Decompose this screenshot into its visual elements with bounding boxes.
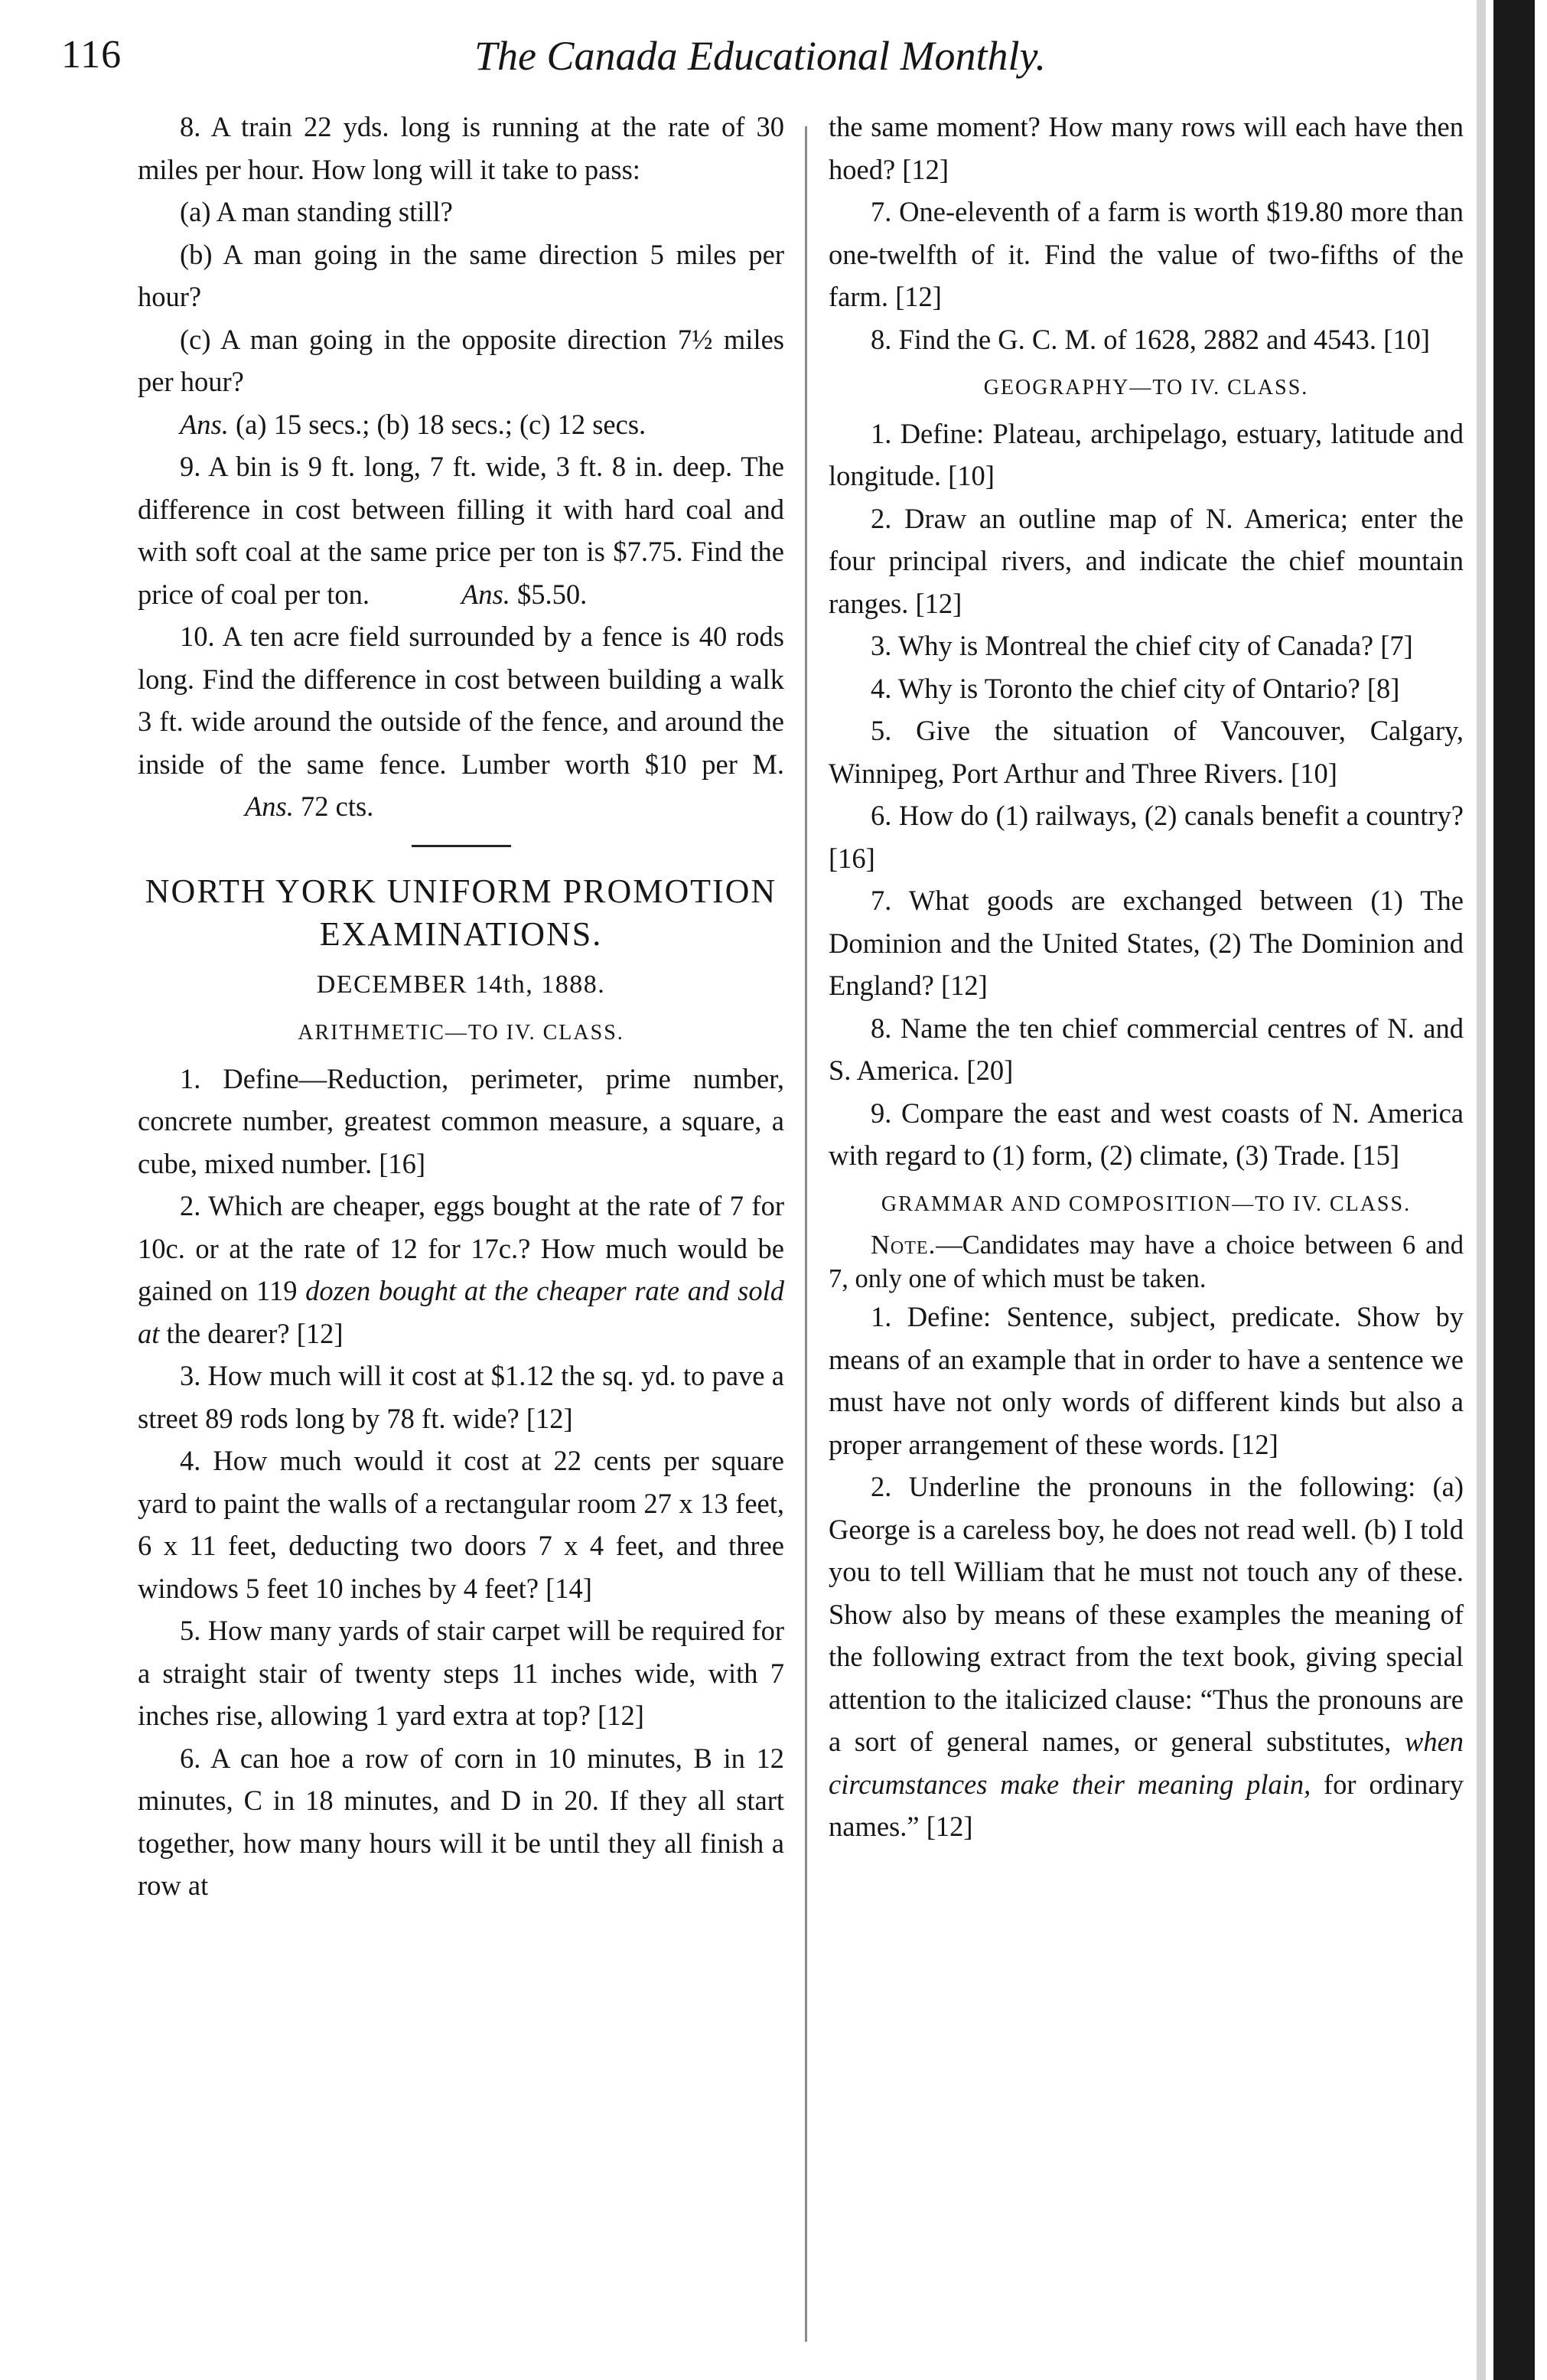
grammar-q2: [829, 1465, 1464, 1848]
question-8-part-b: (b) A man going in the same direction 5 miles per hour?: [138, 238, 784, 312]
question-8-answer: [138, 403, 784, 446]
answer-text: 72 cts.: [301, 791, 374, 822]
running-title: The Canada Educational Monthly.: [474, 33, 1046, 79]
grammar-q2-italic: when circumstances make their meaning plain,: [829, 1726, 1464, 1800]
arithmetic-q5: 5. How many yards of stair carpet will be required for a straight stair of twenty steps 11 inches wide, with 7 inches rise, allowing 1 yard extra at top? [12]: [138, 1615, 784, 1731]
arithmetic-q1: 1. Define—Reduction, perimeter, prime number, concrete number, greatest common measure, a square, a cube, mixed number. [16]: [138, 1062, 784, 1179]
geography-q5: 5. Give the situation of Vancouver, Calgary, Winnipeg, Port Arthur and Three Rivers. [10]: [829, 715, 1464, 789]
scan-edge-shadow: [1477, 0, 1486, 2380]
arithmetic-q3: 3. How much will it cost at $1.12 the sq. yd. to pave a street 89 rods long by 78 ft. wide? [12]: [138, 1360, 784, 1434]
subheading-geography: GEOGRAPHY—TO IV. CLASS.: [983, 376, 1309, 399]
arithmetic-q6-continued: the same moment? How many rows will each have then hoed? [12]: [829, 111, 1464, 185]
arithmetic-q2-italic: dozen bought at the cheaper rate and sold at: [138, 1275, 784, 1349]
question-8-part-a: (a) A man standing still?: [180, 196, 453, 227]
grammar-q2-end: for ordinary names.” [12]: [829, 1768, 1464, 1842]
geography-q3: 3. Why is Montreal the chief city of Canada? [7]: [871, 630, 1413, 661]
grammar-note: [829, 1228, 1464, 1296]
note-text: —Candidates may have a choice between 6 and 7, only one of which must be taken.: [829, 1231, 1464, 1293]
right-column: [829, 106, 1464, 1848]
answer-label: Ans.: [245, 791, 294, 822]
geography-q1: 1. Define: Plateau, archipelago, estuary, latitude and longitude. [10]: [829, 417, 1464, 491]
exam-date: DECEMBER 14th, 1888.: [316, 970, 606, 999]
grammar-q2-start: 2. Underline the pronouns in the following: (a) George is a careless boy, he does not read well. (b) I told you to tell William that he must not touch any of these. Show also by means of these examples the meaning of the following extract from the text book, giving special attention to the italicized clause: “Thus the pronouns are a sort of general names, or general substitutes,: [829, 1471, 1464, 1757]
column-divider: [805, 126, 807, 2342]
question-10: [138, 615, 784, 828]
question-8-part-c: (c) A man going in the opposite direction 7½ miles per hour?: [138, 323, 784, 397]
section-rule: [412, 845, 511, 847]
question-9: [138, 445, 784, 615]
geography-q9: 9. Compare the east and west coasts of N. America with regard to (1) form, (2) climate, (3) Trade. [15]: [829, 1097, 1464, 1171]
geography-q8: 8. Name the ten chief commercial centres of N. and S. America. [20]: [829, 1012, 1464, 1086]
page-number: 116: [61, 33, 122, 77]
arithmetic-q8: 8. Find the G. C. M. of 1628, 2882 and 4543. [10]: [871, 323, 1430, 355]
arithmetic-q2-start: 2. Which are cheaper, eggs bought at the rate of 7 for 10c. or at the rate of 12 for 17c.? How much would be gained on 119: [138, 1190, 784, 1306]
question-8: 8. A train 22 yds. long is running at the rate of 30 miles per hour. How long will it take to pass:: [138, 111, 784, 185]
grammar-q1: 1. Define: Sentence, subject, predicate. Show by means of an example that in order to have a sentence we must have not only words of different kinds but also a proper arrangement of these words. [12]: [829, 1301, 1464, 1460]
geography-q4: 4. Why is Toronto the chief city of Ontario? [8]: [871, 672, 1400, 704]
answer-label: Ans.: [461, 578, 510, 610]
scan-edge-bar: [1493, 0, 1535, 2380]
page-header: [0, 32, 1547, 86]
question-10-text: 10. A ten acre field surrounded by a fence is 40 rods long. Find the difference in cost between building a walk 3 ft. wide around the outside of the fence, and around the inside of the same fence. Lumber worth $10 per M.: [138, 621, 784, 780]
subheading-grammar: GRAMMAR AND COMPOSITION—TO IV. CLASS.: [881, 1192, 1412, 1216]
note-label: Note.: [871, 1231, 936, 1260]
left-column: [138, 106, 784, 1907]
geography-q2: 2. Draw an outline map of N. America; enter the four principal rivers, and indicate the chief mountain ranges. [12]: [829, 502, 1464, 619]
arithmetic-q7: 7. One-eleventh of a farm is worth $19.80 more than one-twelfth of it. Find the value of two-fifths of the farm. [12]: [829, 196, 1464, 312]
arithmetic-q2: [138, 1185, 784, 1355]
geography-q6: 6. How do (1) railways, (2) canals benefit a country? [16]: [829, 800, 1464, 874]
answer-text: $5.50.: [517, 578, 588, 610]
arithmetic-q6: 6. A can hoe a row of corn in 10 minutes, B in 12 minutes, C in 18 minutes, and D in 20. If they all start together, how many hours will it be until they all finish a row at: [138, 1742, 784, 1901]
answer-text: (a) 15 secs.; (b) 18 secs.; (c) 12 secs.: [236, 408, 646, 440]
subheading-arithmetic: ARITHMETIC—TO IV. CLASS.: [298, 1021, 624, 1045]
arithmetic-q2-end: the dearer? [12]: [166, 1317, 344, 1349]
geography-q7: 7. What goods are exchanged between (1) The Dominion and the United States, (2) The Dominion and England? [12]: [829, 885, 1464, 1001]
arithmetic-q4: 4. How much would it cost at 22 cents per square yard to paint the walls of a rectangular room 27 x 13 feet, 6 x 11 feet, deducting two doors 7 x 4 feet, and three windows 5 feet 10 inches by 4 feet? [14]: [138, 1445, 784, 1604]
question-9-text: 9. A bin is 9 ft. long, 7 ft. wide, 3 ft. 8 in. deep. The difference in cost between filling it with hard coal and with soft coal at the same price per ton is $7.75. Find the price of coal per ton.: [138, 451, 784, 610]
answer-label: Ans.: [180, 408, 229, 440]
section-heading: NORTH YORK UNIFORM PROMOTION EXAMINATIONS.: [145, 872, 777, 953]
